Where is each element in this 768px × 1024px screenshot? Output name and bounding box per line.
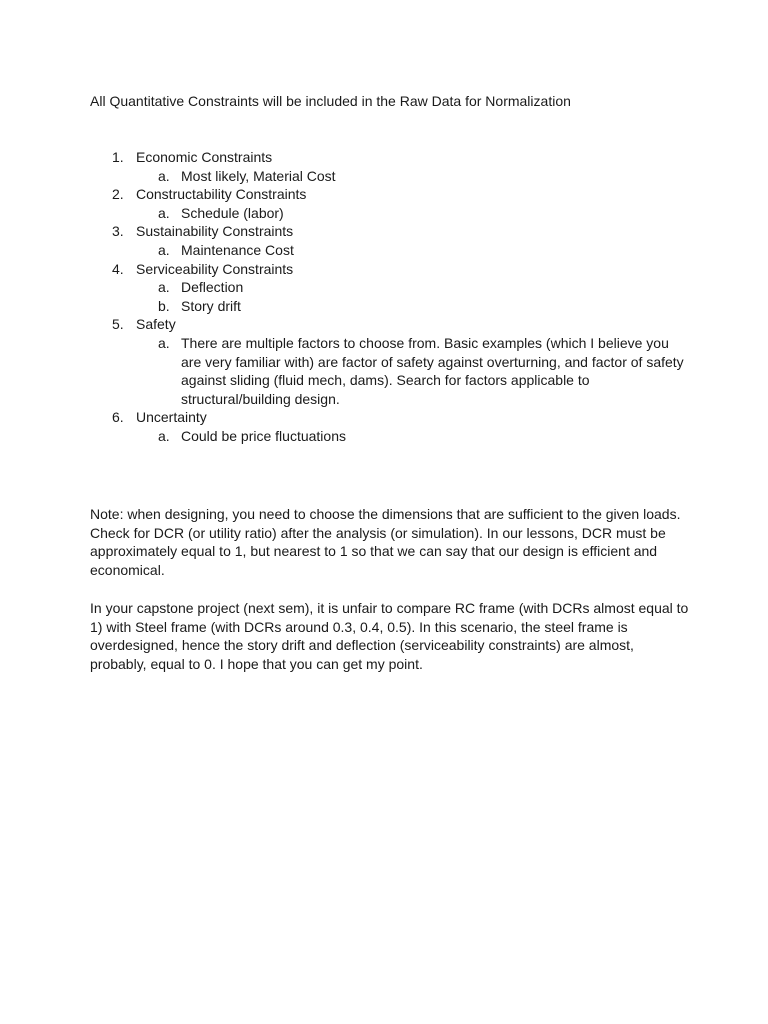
sub-text: Story drift	[181, 297, 241, 314]
sub-letter: a.	[158, 279, 170, 296]
item-label: Serviceability Constraints	[136, 260, 294, 277]
item-label: Safety	[136, 316, 176, 333]
sub-item	[136, 278, 692, 297]
sub-letter: b.	[158, 297, 170, 314]
sub-text: Deflection	[181, 279, 244, 296]
sub-list	[136, 427, 690, 446]
constraints-list	[90, 148, 690, 446]
intro-line: All Quantitative Constraints will be included in the Raw Data for Normalization	[90, 93, 571, 109]
sub-text: Maintenance Cost	[181, 241, 294, 258]
sub-list	[136, 241, 690, 260]
sub-list	[136, 278, 690, 315]
sub-letter: a.	[158, 427, 170, 444]
capstone-paragraph: In your capstone project (next sem), it is unfair to compare RC frame (with DCRs almost equal to 1) with Steel frame (with DCRs around 0.3, 0.4, 0.5). In this scenario, the steel frame is overdesigned, hence the story drift and deflection (serviceability constraints) are almost, probably, equal to 0. I hope that you can get my point.	[90, 600, 689, 672]
sub-text: Could be price fluctuations	[181, 427, 346, 444]
item-number: 1.	[112, 149, 124, 165]
list-item	[90, 222, 690, 259]
item-number: 3.	[112, 223, 124, 240]
item-number: 5.	[112, 316, 124, 333]
note-paragraph: Note: when designing, you need to choose the dimensions that are sufficient to the given loads. Check for DCR (or utility ratio) after the analysis (or simulation). In our lessons, DCR must be approximately equal to 1, but nearest to 1 so that we can say that our design is efficient and economical.	[90, 506, 681, 578]
sub-item	[136, 204, 692, 223]
list-item	[90, 408, 690, 445]
sub-list	[136, 167, 690, 186]
list-item	[90, 148, 690, 185]
sub-item	[136, 334, 692, 408]
sub-letter: a.	[158, 241, 170, 258]
item-number: 2.	[112, 186, 124, 203]
list-item	[90, 315, 690, 408]
sub-letter: a.	[158, 334, 170, 351]
sub-list	[136, 204, 690, 223]
item-label: Constructability Constraints	[136, 186, 307, 203]
item-label: Economic Constraints	[136, 149, 273, 165]
sub-item	[136, 427, 692, 446]
item-number: 6.	[112, 409, 124, 426]
sub-item	[136, 167, 692, 186]
sub-item	[136, 297, 692, 316]
sub-list	[136, 334, 690, 408]
item-label: Sustainability Constraints	[136, 223, 294, 240]
sub-text: Schedule (labor)	[181, 204, 284, 221]
sub-text: There are multiple factors to choose from. Basic examples (which I believe you are very familiar with) are factor of safety against overturning, and factor of safety against sliding (fluid mech, dams). Search for factors applicable to structural/building design.	[181, 334, 684, 407]
list-item	[90, 185, 690, 222]
sub-letter: a.	[158, 204, 170, 221]
sub-letter: a.	[158, 167, 170, 184]
sub-text: Most likely, Material Cost	[181, 167, 336, 184]
item-label: Uncertainty	[136, 409, 207, 426]
list-item	[90, 260, 690, 316]
sub-item	[136, 241, 692, 260]
item-number: 4.	[112, 260, 124, 277]
